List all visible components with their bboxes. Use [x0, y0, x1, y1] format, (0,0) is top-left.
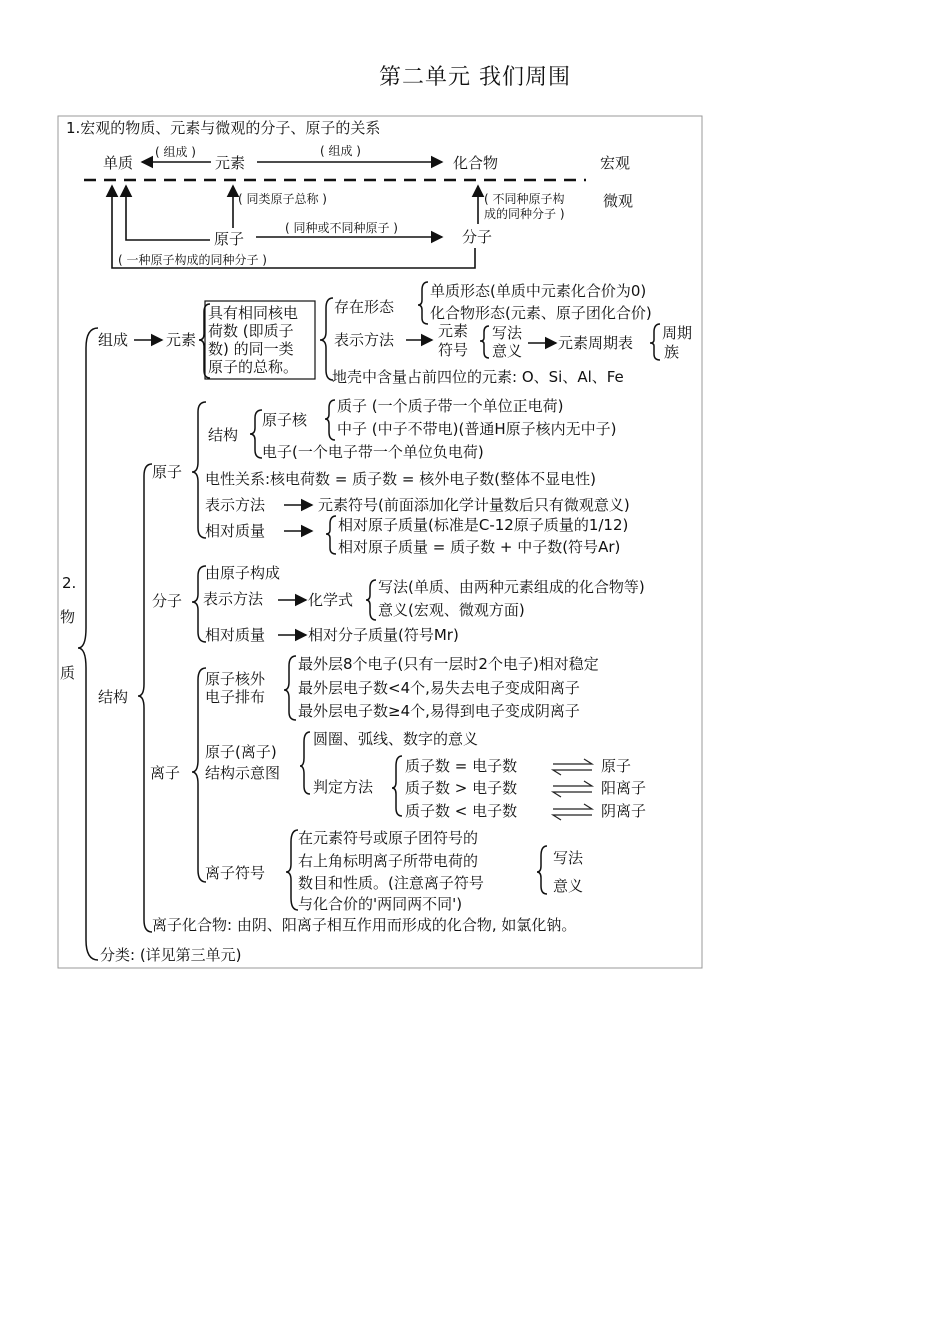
dianzi: 电子(一个电子带一个单位负电荷) — [262, 443, 484, 461]
part2-zhi: 质 — [60, 664, 76, 682]
xiangdui-yuanzi-2: 相对原子质量 = 质子数 + 中子数(符号Ar) — [338, 538, 621, 556]
zhizi: 质子 (一个质子带一个单位正电荷) — [337, 397, 564, 415]
lizifuhao-1: 在元素符号或原子团符号的 — [298, 829, 479, 847]
brace-xiangdui — [326, 516, 336, 554]
label-huaxueshi: 化学式 — [308, 591, 354, 609]
brace-yuanzihe — [325, 400, 335, 440]
brace-yuanzi-jiegou — [250, 410, 262, 458]
part2-num: 2. — [62, 574, 77, 592]
fuhao-xiefa: 写法 — [492, 324, 523, 342]
label-zucheng-2: ( 组成 ) — [320, 144, 361, 158]
xiangdui-fenzi: 相对分子质量(符号Mr) — [308, 626, 459, 644]
panding-2a: 质子数 > 电子数 — [405, 779, 518, 797]
brace-lizi-xiefa — [537, 846, 547, 894]
panding-3b: 阴离子 — [601, 802, 647, 820]
yuansu-fuhao-full: 元素符号(前面添加化学计量数后只有微观意义) — [318, 496, 630, 514]
label-yuansu: 元素 — [166, 331, 197, 349]
you-yuanzi-goucheng: 由原子构成 — [205, 564, 281, 582]
node-huahewu: 化合物 — [453, 154, 499, 172]
danzhi-xingtai: 单质形态(单质中元素化合价为0) — [430, 282, 647, 300]
label-zucheng: 组成 — [98, 331, 129, 349]
brace-jiegou — [138, 464, 152, 932]
xiangdui-yuanzi-1: 相对原子质量(标准是C-12原子质量的1/12) — [338, 516, 629, 534]
brace-lizi — [192, 668, 206, 882]
zuiwai-2: 最外层电子数<4个,易失去电子变成阳离子 — [298, 679, 580, 697]
label-tonglei: ( 同类原子总称 ) — [238, 192, 327, 206]
arrow-yuanzi-danzhi — [126, 186, 210, 240]
label-cunzai: 存在形态 — [334, 298, 395, 316]
label-biaoshi-1: 表示方法 — [334, 331, 395, 349]
panding-1b: 原子 — [601, 757, 632, 775]
shiyitu-2: 结构示意图 — [205, 764, 281, 782]
label-zucheng-1: ( 组成 ) — [155, 145, 196, 159]
label-yuanzihe: 原子核 — [262, 411, 308, 429]
node-danzhi: 单质 — [103, 154, 134, 172]
yuansu-def-4: 原子的总称。 — [208, 358, 299, 376]
fenlei: 分类: (详见第三单元) — [100, 946, 242, 964]
zu: 族 — [664, 343, 680, 361]
label-jiegou: 结构 — [98, 688, 129, 706]
label-xiangdui-1: 相对质量 — [205, 522, 266, 540]
zhongzi: 中子 (中子不带电)(普通H原子核内无中子) — [337, 420, 617, 438]
label-zhouqibiao: 元素周期表 — [558, 334, 634, 352]
panding-3a: 质子数 < 电子数 — [405, 802, 518, 820]
label-lizi: 离子 — [150, 764, 181, 782]
lizi-yiyi: 意义 — [553, 877, 584, 895]
dianxing-guanxi: 电性关系:核电荷数 = 质子数 = 核外电子数(整体不显电性) — [205, 470, 596, 488]
part1-heading: 1.宏观的物质、元素与微观的分子、原子的关系 — [66, 119, 381, 137]
label-lizifuhao: 离子符号 — [205, 864, 266, 882]
equilibrium-arrow-2 — [553, 781, 592, 797]
node-yuanzi: 原子 — [214, 230, 245, 248]
label-fenzi: 分子 — [152, 592, 183, 610]
panding-1a: 质子数 = 电子数 — [405, 757, 518, 775]
huahewu-xingtai: 化合物形态(元素、原子团化合价) — [430, 304, 652, 322]
yuansu-def-2: 荷数 (即质子 — [208, 322, 294, 340]
brace-lizifuhao — [286, 830, 298, 910]
label-yuanzi: 原子 — [152, 463, 183, 481]
label-yizhong: ( 一种原子构成的同种分子 ) — [118, 253, 267, 267]
lizi-huahewu: 离子化合物: 由阴、阳离子相互作用而形成的化合物, 如氯化钠。 — [152, 916, 577, 934]
zuiwai-1: 最外层8个电子(只有一层时2个电子)相对稳定 — [298, 655, 599, 673]
label-biaoshi-3: 表示方法 — [203, 590, 264, 608]
label-hongguan: 宏观 — [600, 154, 631, 172]
brace-shiyitu — [300, 732, 310, 794]
huaxueshi-yiyi: 意义(宏观、微观方面) — [378, 601, 525, 619]
equilibrium-arrow-3 — [553, 804, 592, 820]
label-butong-2: 成的同种分子 ) — [484, 207, 565, 221]
lizi-xiefa: 写法 — [553, 849, 584, 867]
panding-2b: 阳离子 — [601, 779, 647, 797]
equilibrium-arrow-1 — [553, 759, 592, 775]
label-butong-1: ( 不同种原子构 — [484, 192, 565, 206]
yuansu-fuhao-2: 符号 — [438, 341, 469, 359]
label-weiguan: 微观 — [603, 192, 634, 210]
label-xiangdui-2: 相对质量 — [205, 626, 266, 644]
label-biaoshi-2: 表示方法 — [205, 496, 266, 514]
node-yuansu: 元素 — [215, 154, 246, 172]
brace-fuhao — [480, 326, 489, 358]
label-jiegou-2: 结构 — [208, 426, 239, 444]
diqiao-yuansu: 地壳中含量占前四位的元素: O、Si、Al、Fe — [332, 368, 624, 386]
zhouqi: 周期 — [662, 324, 693, 342]
zuiwai-3: 最外层电子数≥4个,易得到电子变成阴离子 — [298, 702, 580, 720]
brace-zhouqibiao — [650, 324, 660, 360]
lizifuhao-2: 右上角标明离子所带电荷的 — [298, 852, 479, 870]
shiyitu-1: 原子(离子) — [205, 743, 277, 761]
yuansu-def-1: 具有相同核电 — [208, 304, 299, 322]
yuansu-def-3: 数) 的同一类 — [208, 340, 294, 358]
huaxueshi-xiefa: 写法(单质、由两种元素组成的化合物等) — [378, 578, 645, 596]
brace-wuzhi — [78, 328, 98, 960]
lizifuhao-3: 数目和性质。(注意离子符号 — [298, 874, 484, 892]
fuhao-yiyi: 意义 — [492, 342, 523, 360]
page-title: 第二单元 我们周围 — [379, 65, 571, 90]
yuansu-fuhao-1: 元素 — [438, 322, 469, 340]
brace-cunzai — [418, 282, 428, 324]
hewai-paibu-2: 电子排布 — [205, 688, 266, 706]
yuanquan-yiyi: 圆圈、弧线、数字的意义 — [313, 730, 479, 748]
brace-hewai — [284, 656, 296, 720]
brace-yuanzi — [192, 402, 206, 538]
lizifuhao-4: 与化合价的'两同两不同') — [298, 895, 463, 913]
hewai-paibu-1: 原子核外 — [205, 670, 266, 688]
label-tongzhong: ( 同种或不同种原子 ) — [285, 221, 398, 235]
part2-wu: 物 — [60, 608, 76, 626]
brace-panding — [392, 756, 402, 816]
node-fenzi: 分子 — [462, 228, 493, 246]
label-panding: 判定方法 — [313, 778, 374, 796]
brace-huaxueshi — [366, 580, 376, 620]
